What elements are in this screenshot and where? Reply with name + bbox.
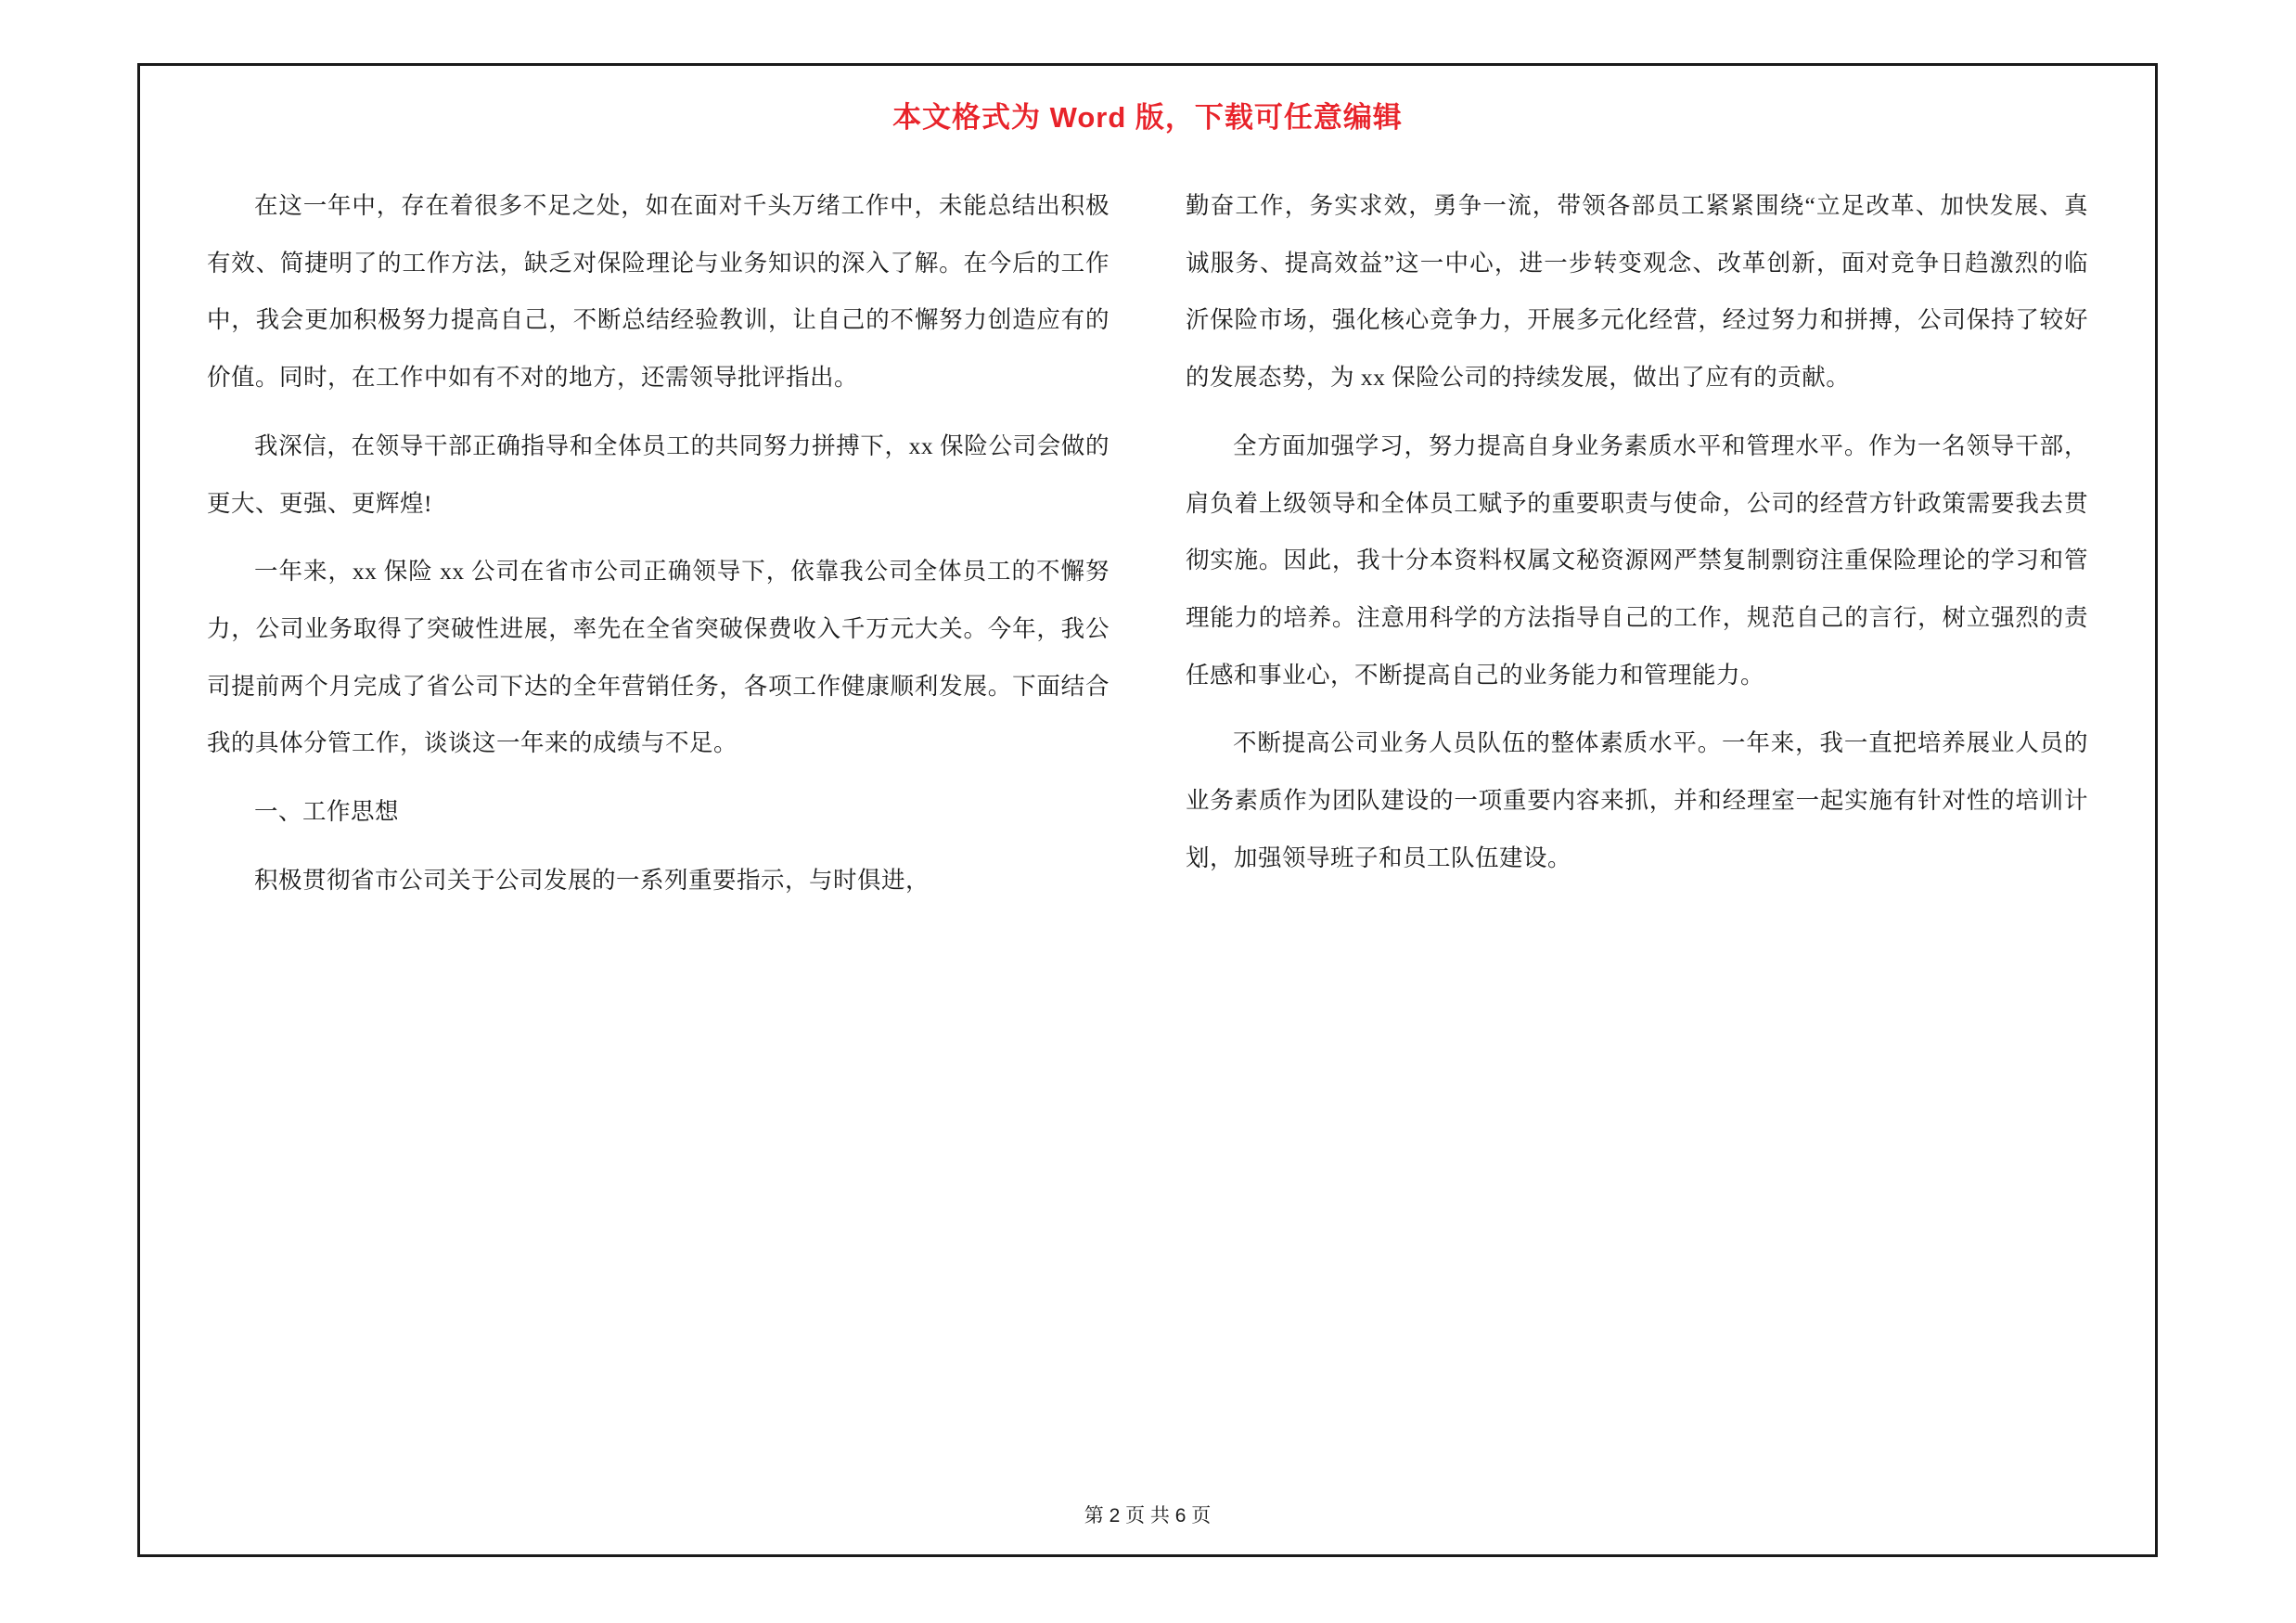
right-column	[1186, 177, 2088, 1471]
document-page	[137, 63, 2158, 1557]
word-version-banner: 本文格式为 Word 版，下载可任意编辑	[892, 101, 1403, 134]
paragraph: 不断提高公司业务人员队伍的整体素质水平。一年来，我一直把培养展业人员的业务素质作为团队建设的一项重要内容来抓，并和经理室一起实施有针对性的培训计划，加强领导班子和员工队伍建设。	[1186, 729, 2088, 871]
paragraph: 全方面加强学习，努力提高自身业务素质水平和管理水平。作为一名领导干部，肩负着上级领导和全体员工赋予的重要职责与使命，公司的经营方针政策需要我去贯彻实施。因此，我十分本资料权属文秘资源网严禁复制剽窃注重保险理论的学习和管理能力的培养。注意用科学的方法指导自己的工作，规范自己的言行，树立强烈的责任感和事业心，不断提高自己的业务能力和管理能力。	[1186, 432, 2088, 689]
section-heading: 一、工作思想	[254, 798, 400, 826]
paragraph: 积极贯彻省市公司关于公司发展的一系列重要指示，与时俱进，	[254, 866, 930, 894]
paragraph: 一年来，xx 保险 xx 公司在省市公司正确领导下，依靠我公司全体员工的不懈努力，公司业务取得了突破性进展，率先在全省突破保费收入千万元大关。今年，我公司提前两个月完成了省公司下达的全年营销任务，各项工作健康顺利发展。下面结合我的具体分管工作，谈谈这一年来的成绩与不足。	[207, 558, 1110, 757]
page-number-footer: 第 2 页 共 6 页	[1084, 1505, 1212, 1526]
page-columns	[207, 177, 2088, 1471]
paragraph: 勤奋工作，务实求效，勇争一流，带领各部员工紧紧围绕“立足改革、加快发展、真诚服务、提高效益”这一中心，进一步转变观念、改革创新，面对竞争日趋激烈的临沂保险市场，强化核心竞争力，开展多元化经营，经过努力和拼搏，公司保持了较好的发展态势，为 xx 保险公司的持续发展，做出了应有的贡献。	[1186, 192, 2088, 392]
paragraph: 我深信，在领导干部正确指导和全体员工的共同努力拼搏下，xx 保险公司会做的更大、更强、更辉煌!	[207, 432, 1110, 517]
paragraph: 在这一年中，存在着很多不足之处，如在面对千头万绪工作中，未能总结出积极有效、简捷明了的工作方法，缺乏对保险理论与业务知识的深入了解。在今后的工作中，我会更加积极努力提高自己，不断总结经验教训，让自己的不懈努力创造应有的价值。同时，在工作中如有不对的地方，还需领导批评指出。	[207, 192, 1110, 392]
left-column	[207, 177, 1110, 1471]
